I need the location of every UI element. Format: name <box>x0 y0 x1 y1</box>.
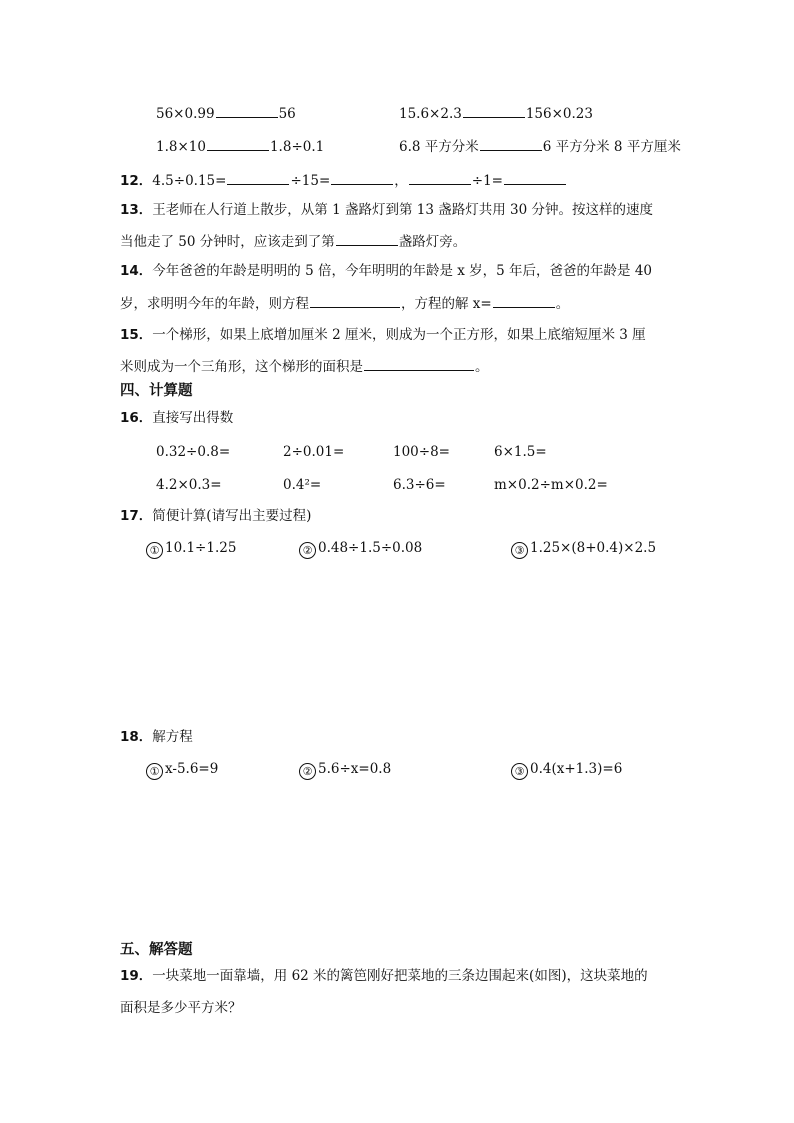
question-15-line2 <box>120 357 489 376</box>
question-number: 13． <box>120 202 153 218</box>
circled-number: ③ <box>511 763 528 780</box>
question-number: 18． <box>120 729 153 745</box>
question-number: 14． <box>120 263 153 279</box>
calc-item: 100÷8= <box>393 444 450 460</box>
question-text: ， <box>394 173 408 189</box>
circled-number: ① <box>146 763 163 780</box>
calc-item: m×0.2÷m×0.2= <box>494 477 608 493</box>
question-number: 12． <box>120 173 153 189</box>
circled-number: ③ <box>511 542 528 559</box>
simplify-item-3 <box>511 539 656 559</box>
calc-item: 4.2×0.3= <box>156 477 222 493</box>
equation-item-3 <box>511 760 622 780</box>
question-text: ÷15= <box>290 173 331 189</box>
section-heading: 四、计算题 <box>120 383 193 399</box>
compare-item-2 <box>399 104 593 123</box>
answer-blank[interactable] <box>227 171 289 185</box>
answer-blank[interactable] <box>493 294 555 308</box>
calc-item: 6×1.5= <box>494 444 547 460</box>
calc-item: 0.4²= <box>283 477 322 493</box>
answer-blank[interactable] <box>310 294 400 308</box>
expression: 10.1÷1.25 <box>165 540 237 556</box>
calc-item: 2÷0.01= <box>283 444 345 460</box>
section-heading: 五、解答题 <box>120 942 193 958</box>
question-text: ÷1= <box>471 173 503 189</box>
question-text: 4.5÷0.15= <box>152 173 227 189</box>
question-16 <box>120 409 233 427</box>
question-text: 米则成为一个三角形，这个梯形的面积是 <box>120 359 363 375</box>
calc-item: 0.32÷0.8= <box>156 444 231 460</box>
answer-blank[interactable] <box>480 137 542 151</box>
circled-number: ① <box>146 542 163 559</box>
compare-left: 1.8×10 <box>156 139 206 155</box>
question-text: ，方程的解 x= <box>401 296 492 312</box>
question-title: 简便计算(请写出主要过程) <box>152 508 312 524</box>
circled-number: ② <box>299 763 316 780</box>
answer-blank[interactable] <box>336 232 398 246</box>
compare-right: 56 <box>278 106 296 122</box>
answer-blank[interactable] <box>409 171 471 185</box>
compare-left: 6.8 平方分米 <box>399 139 479 155</box>
compare-right: 6 平方分米 8 平方厘米 <box>542 139 681 155</box>
question-text: 王老师在人行道上散步，从第 1 盏路灯到第 13 盏路灯共用 30 分钟。按这样的速度 <box>152 202 653 218</box>
question-number: 17． <box>120 508 153 524</box>
question-text: 。 <box>555 296 570 312</box>
question-13 <box>120 201 653 219</box>
question-number: 15． <box>120 327 153 343</box>
compare-right: 1.8÷0.1 <box>269 139 325 155</box>
question-text: 一块菜地一面靠墙，用 62 米的篱笆刚好把菜地的三条边围起来(如图)，这块菜地的 <box>152 968 648 984</box>
question-title: 直接写出得数 <box>152 410 234 426</box>
equation: 0.4(x+1.3)=6 <box>530 761 623 777</box>
simplify-item-2 <box>299 539 422 559</box>
question-14-line2 <box>120 294 569 313</box>
answer-blank[interactable] <box>504 171 566 185</box>
equation-item-2 <box>299 760 391 780</box>
equation: 5.6÷x=0.8 <box>318 761 392 777</box>
calc-item: 6.3÷6= <box>393 477 446 493</box>
circled-number: ② <box>299 542 316 559</box>
question-19-line2 <box>120 999 242 1017</box>
compare-item-4 <box>399 137 681 156</box>
question-text: 岁，求明明今年的年龄，则方程 <box>120 296 309 312</box>
question-15 <box>120 326 646 344</box>
compare-right: 156×0.23 <box>525 106 593 122</box>
question-text: 今年爸爸的年龄是明明的 5 倍，今年明明的年龄是 x 岁，5 年后，爸爸的年龄是 40 <box>152 263 653 279</box>
question-number: 16． <box>120 410 153 426</box>
compare-item-3 <box>156 137 324 156</box>
answer-blank[interactable] <box>207 137 269 151</box>
expression: 0.48÷1.5÷0.08 <box>318 540 423 556</box>
answer-blank[interactable] <box>463 104 525 118</box>
answer-blank[interactable] <box>331 171 393 185</box>
equation-item-1 <box>146 760 218 780</box>
question-text: 盏路灯旁。 <box>398 234 467 250</box>
question-title: 解方程 <box>152 729 193 745</box>
equation: x-5.6=9 <box>165 761 219 777</box>
question-text: 一个梯形，如果上底增加厘米 2 厘米，则成为一个正方形，如果上底缩短厘米 3 厘 <box>152 327 646 343</box>
compare-left: 15.6×2.3 <box>399 106 462 122</box>
answer-blank[interactable] <box>364 357 474 371</box>
compare-left: 56×0.99 <box>156 106 215 122</box>
question-18 <box>120 728 193 746</box>
answer-blank[interactable] <box>216 104 278 118</box>
question-number: 19． <box>120 968 153 984</box>
question-17 <box>120 507 311 525</box>
simplify-item-1 <box>146 539 236 559</box>
question-text: 面积是多少平方米？ <box>120 1000 242 1016</box>
question-12 <box>120 171 567 190</box>
question-14 <box>120 262 652 280</box>
expression: 1.25×(8+0.4)×2.5 <box>530 540 657 556</box>
question-text: 。 <box>475 359 489 375</box>
question-text: 当他走了 50 分钟时，应该走到了第 <box>120 234 335 250</box>
compare-item-1 <box>156 104 296 123</box>
question-19 <box>120 967 648 985</box>
question-13-line2 <box>120 232 466 251</box>
